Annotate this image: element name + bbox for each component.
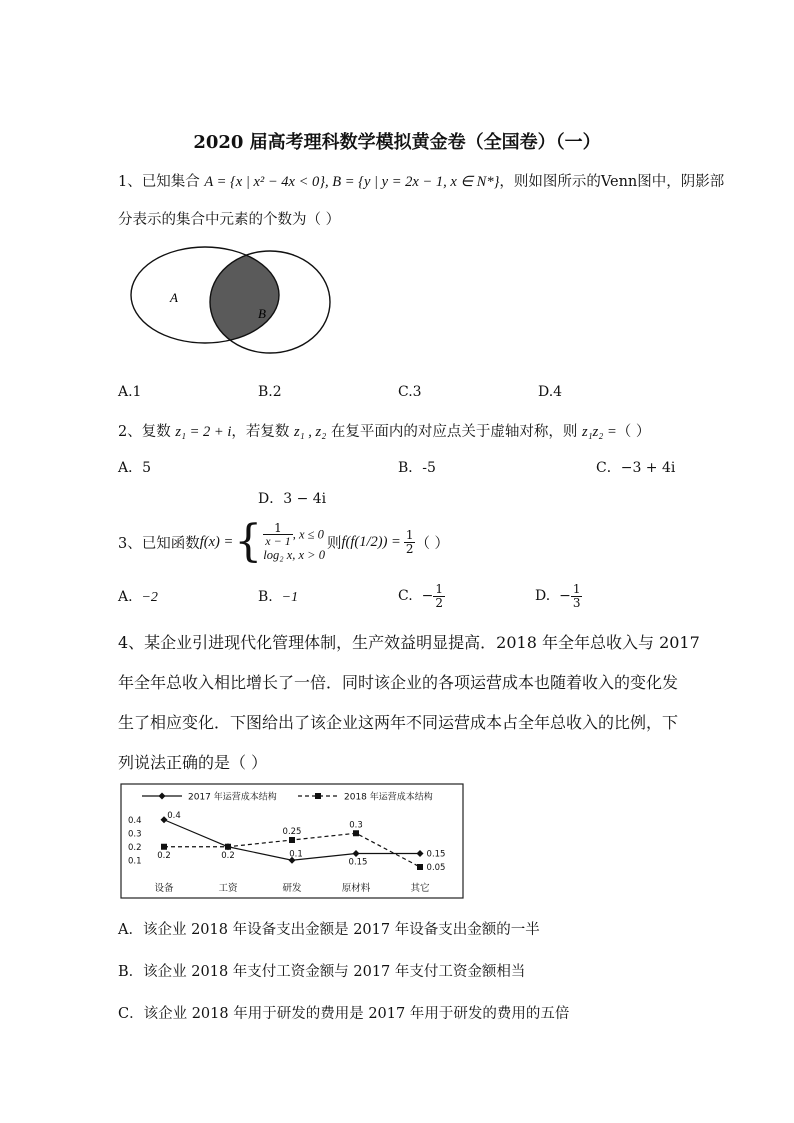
q2-stem	[118, 420, 650, 441]
q2-stem-a: 2、复数	[118, 424, 176, 440]
q3-option-d	[535, 578, 582, 614]
data-label: 0.05	[426, 863, 446, 873]
data-label: 0.25	[282, 827, 302, 837]
q3-option-b-value: −1	[281, 590, 299, 605]
q3-half-num: 1	[405, 527, 414, 542]
q3-case1-num: 1	[263, 522, 292, 536]
q4-option-b: B．该企业 2018 年支付工资金额与 2017 年支付工资金额相当	[118, 964, 526, 980]
series-2-point	[289, 837, 295, 843]
q3-option-c-sign: −	[421, 588, 434, 604]
q3-case1	[263, 522, 325, 548]
cost-structure-chart	[120, 783, 464, 899]
q3-case1-den: x − 1	[265, 534, 291, 549]
q1-line2: 分表示的集合中元素的个数为（ ）	[118, 212, 341, 228]
q3-option-a-value: −2	[141, 590, 158, 605]
data-label: 0.15	[426, 849, 446, 860]
q1-set-expression: A = {x | x² − 4x < 0}, B = {y | y = 2x − 1, x ∈ N*}	[204, 174, 500, 190]
q3-option-d-num: 1	[572, 581, 581, 596]
q2-stem-b: ，若复数	[231, 424, 294, 440]
q2-stem-c: 在复平面内的对应点关于虚轴对称，则	[326, 424, 582, 440]
legend-label-2: 2018 年运营成本结构	[344, 792, 433, 803]
q3-fx: f(x) =	[199, 533, 234, 550]
q3-stem-a: 3、已知函数	[118, 535, 200, 552]
q3-ff: f(f(1/2)) =	[341, 533, 401, 550]
q1-option-b: B.2	[258, 384, 282, 400]
x-tick-label: 原材料	[341, 883, 371, 894]
q1-option-c: C.3	[398, 384, 422, 400]
venn-label-a: A	[170, 290, 178, 305]
q3-option-d-sign: −	[559, 588, 571, 604]
q3-option-d-label: D.	[535, 588, 551, 604]
q3-option-c-num: 1	[435, 581, 443, 596]
legend-label-1: 2017 年运营成本结构	[188, 792, 277, 803]
q3-stem	[118, 516, 449, 568]
q3-option-c-frac	[433, 583, 445, 609]
x-tick-label: 研发	[282, 883, 302, 894]
page-title: 2020 届高考理科数学模拟黄金卷（全国卷）（一）	[193, 132, 601, 153]
q3-paren: （ ）	[415, 535, 450, 552]
q3-option-b	[258, 589, 298, 606]
q3-option-b-label: B.	[258, 589, 273, 605]
q2-zs: z₁ , z₂	[294, 424, 327, 440]
q3-cases	[263, 522, 325, 563]
data-label: 0.15	[348, 857, 368, 868]
q3-half	[404, 529, 416, 555]
q1-stem-a: 1、已知集合	[118, 174, 205, 190]
q1-stem-b: ，则如图所示的Venn图中，阴影部	[499, 174, 725, 190]
data-label: 0.2	[221, 850, 235, 861]
q1-line1	[118, 170, 724, 191]
q1-option-d: D.4	[538, 384, 563, 400]
q2-z1: z₁ = 2 + i	[175, 424, 232, 440]
q3-brace: {	[234, 516, 263, 567]
data-label: 0.3	[349, 820, 363, 831]
q3-option-c-den: 2	[435, 595, 443, 610]
q2-option-d: D．3 − 4i	[258, 491, 327, 507]
q3-option-d-frac	[571, 583, 583, 609]
q4-line-4: 列说法正确的是（ ）	[118, 753, 268, 772]
y-tick-label: 0.1	[128, 856, 142, 867]
q2-option-c: C．−3 + 4i	[596, 460, 676, 476]
q2-product: z₁z₂ =	[581, 424, 617, 440]
x-tick-label: 设备	[154, 883, 174, 894]
q3-then: 则	[327, 535, 342, 552]
data-label: 0.4	[167, 810, 181, 821]
q3-case2: log₂ x, x > 0	[263, 547, 325, 562]
series-2-point	[161, 844, 167, 850]
q2-stem-d: （ ）	[616, 424, 651, 440]
data-label: 0.2	[157, 850, 171, 861]
q3-half-den: 2	[405, 541, 414, 556]
q3-option-c-label: C.	[398, 588, 413, 604]
q1-option-a: A.1	[118, 384, 142, 400]
series-2-point	[353, 830, 359, 836]
venn-label-b: B	[258, 306, 266, 321]
q2-option-a: A．5	[118, 460, 152, 476]
q3-option-d-den: 3	[572, 595, 581, 610]
q4-line-2: 年全年总收入相比增长了一倍．同时该企业的各项运营成本也随着收入的变化发	[118, 673, 679, 692]
q2-option-b: B．-5	[398, 460, 436, 476]
venn-diagram	[120, 244, 340, 366]
y-tick-label: 0.2	[128, 842, 142, 853]
q3-case1-cond: , x ≤ 0	[292, 527, 324, 542]
series-2-point	[225, 844, 231, 850]
q3-option-a	[118, 589, 158, 606]
q3-option-c	[398, 578, 445, 614]
q3-option-a-label: A.	[118, 589, 133, 605]
q4-line-3: 生了相应变化．下图给出了该企业这两年不同运营成本占全年总收入的比例，下	[118, 713, 679, 732]
q4-option-a: A．该企业 2018 年设备支出金额是 2017 年设备支出金额的一半	[118, 922, 540, 938]
x-tick-label: 工资	[218, 883, 238, 894]
y-tick-label: 0.3	[128, 829, 142, 840]
q4-option-c: C．该企业 2018 年用于研发的费用是 2017 年用于研发的费用的五倍	[118, 1006, 570, 1022]
data-label: 0.1	[289, 849, 303, 860]
q4-line-1: 4、某企业引进现代化管理体制，生产效益明显提高．2018 年全年总收入与 2017	[118, 633, 700, 652]
legend-marker-2	[315, 793, 321, 799]
x-tick-label: 其它	[410, 883, 430, 894]
y-tick-label: 0.4	[128, 815, 142, 826]
series-2-point	[417, 864, 423, 870]
